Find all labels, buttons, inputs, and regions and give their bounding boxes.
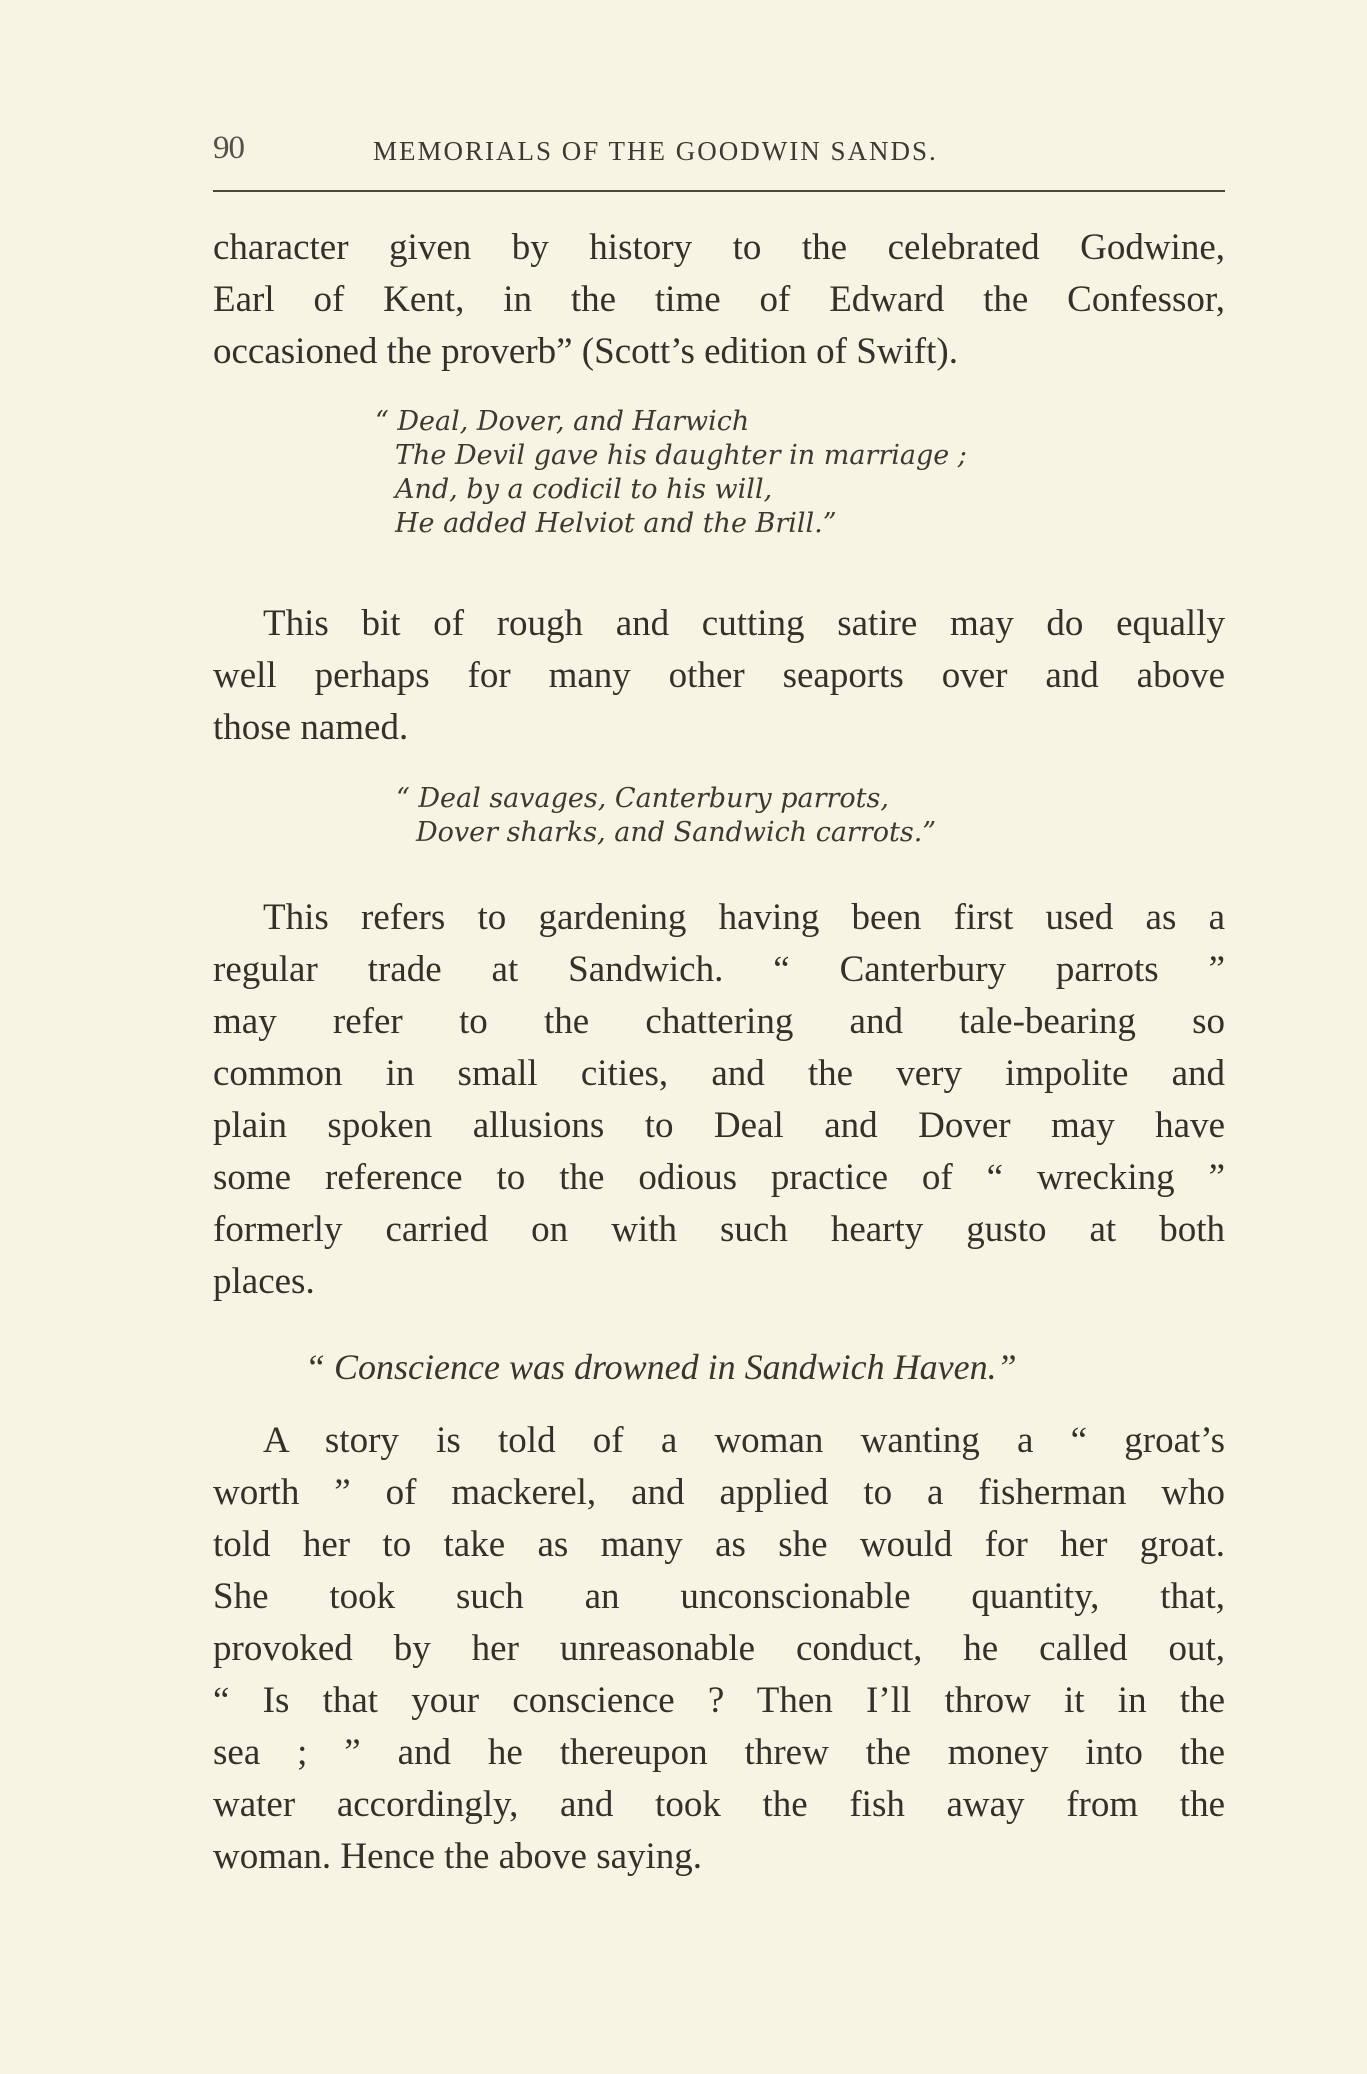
text-line: those named. (213, 707, 409, 748)
running-title: MEMORIALS OF THE GOODWIN SANDS. (373, 136, 938, 166)
verse-line: Dover sharks, and Sandwich carrots.” (416, 817, 937, 848)
text-line: This bit of rough and cutting satire may do equally (263, 603, 1225, 644)
paragraph-gardening (213, 892, 1225, 1308)
verse-quotation-deal-dover-harwich (375, 405, 967, 541)
verse-line: The Devil gave his daughter in marriage ; (395, 440, 967, 471)
text-line: Earl of Kent, in the time of Edward the Confessor, (213, 279, 1225, 320)
text-line: She took such an unconscionable quantity, that, (213, 1576, 1225, 1617)
verse-line: He added Helviot and the Brill.” (395, 508, 837, 539)
paragraph-continuation (213, 222, 1225, 378)
verse-line: “ Deal, Dover, and Harwich (375, 406, 750, 437)
verse-line: “ Deal savages, Canterbury parrots, (396, 783, 889, 814)
text-line: sea ; ” and he thereupon threw the money into the (213, 1732, 1225, 1773)
paragraph-story (213, 1415, 1225, 1883)
text-line: well perhaps for many other seaports over and above (213, 655, 1225, 696)
running-head (213, 128, 1225, 172)
text-line: provoked by her unreasonable conduct, he called out, (213, 1628, 1225, 1669)
header-rule (213, 190, 1225, 192)
text-line: worth ” of mackerel, and applied to a fisherman who (213, 1472, 1225, 1513)
text-line: woman. Hence the above saying. (213, 1836, 703, 1877)
text-line: character given by history to the celebrated Godwine, (213, 227, 1225, 268)
text-line: “ Is that your conscience ? Then I’ll throw it in the (213, 1680, 1225, 1721)
text-line: A story is told of a woman wanting a “ groat’s (263, 1420, 1225, 1461)
text-line: plain spoken allusions to Deal and Dover may have (213, 1105, 1225, 1146)
text-line: some reference to the odious practice of “ wrecking ” (213, 1157, 1225, 1198)
motto-conscience-sandwich-haven: “ Conscience was drowned in Sandwich Haven.” (305, 1347, 1017, 1387)
text-line: This refers to gardening having been first used as a (263, 897, 1225, 938)
page-number: 90 (213, 130, 244, 166)
text-line: places. (213, 1261, 315, 1302)
paragraph-satire (213, 598, 1225, 754)
verse-quotation-deal-savages (396, 782, 936, 850)
text-line: told her to take as many as she would for her groat. (213, 1524, 1225, 1565)
text-line: regular trade at Sandwich. “ Canterbury parrots ” (213, 949, 1225, 990)
verse-line: And, by a codicil to his will, (395, 474, 773, 505)
text-line: water accordingly, and took the fish away from the (213, 1784, 1225, 1825)
text-line: occasioned the proverb” (Scott’s edition of Swift). (213, 331, 958, 372)
text-line: may refer to the chattering and tale-bearing so (213, 1001, 1225, 1042)
text-line: common in small cities, and the very impolite and (213, 1053, 1225, 1094)
text-line: formerly carried on with such hearty gusto at both (213, 1209, 1225, 1250)
